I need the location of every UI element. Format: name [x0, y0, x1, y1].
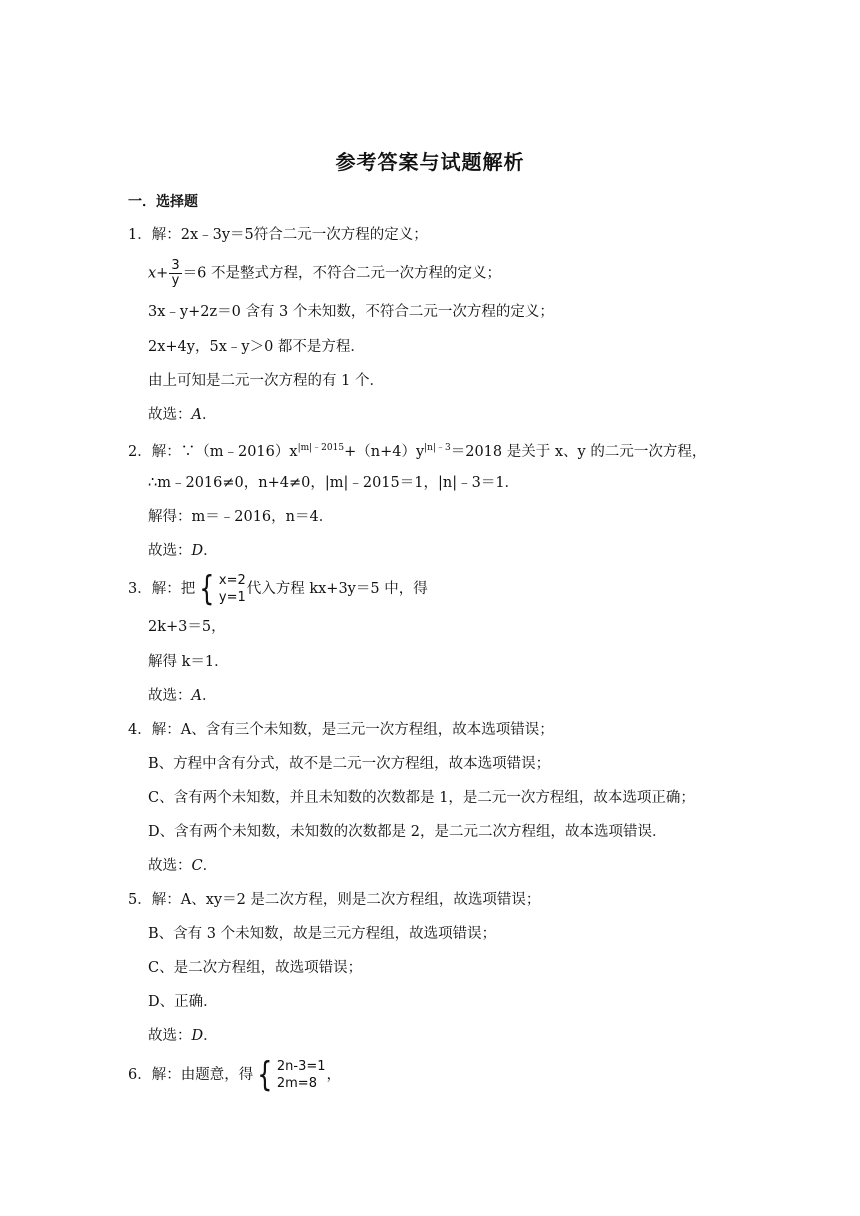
q5-line-1: 5．解：A、xy＝2 是二次方程，则是二次方程组，故选项错误；: [128, 892, 541, 908]
q2-line-1: 2．解：$\because(m﹣2016)x^{|m|﹣2015}+(n+4)y^{|n|﹣3}=2018$ 是关于 x、y 的二元一次方程，: [128, 443, 707, 460]
q3-line-1: 3．解：把 { x=2 y=1 代入方程 kx+3y＝5 中，得: [128, 569, 428, 609]
q2-line-2: ∴m﹣2016≠0，n+4≠0，|m|﹣2015＝1，|n|﹣3＝1．: [148, 475, 520, 491]
q5-option-d: D、正确．: [148, 994, 218, 1010]
q4-line-1: 4．解：A、含有三个未知数，是三元一次方程组，故本选项错误；: [128, 722, 554, 738]
q1-line-5: 由上可知是二元一次方程的有 1 个．: [148, 373, 384, 389]
q4-option-b: B、方程中含有分式，故不是二元一次方程组，故本选项错误；: [148, 756, 551, 772]
equation-system: { 2n-3=1 2m=8: [257, 1055, 326, 1095]
q1-line-1: 1．解：2x﹣3y＝5符合二元一次方程的定义；: [128, 227, 428, 243]
q1-line-4: 2x+4y，5x﹣y＞0 都不是方程．: [148, 339, 365, 355]
section-heading: 一．选择题: [128, 194, 198, 210]
q5-answer: 故选：D．: [148, 1028, 218, 1044]
q4-option-c: C、含有两个未知数，并且未知数的次数都是 1，是二元一次方程组，故本选项正确；: [148, 790, 695, 806]
q1-line-2: x+ $\frac{3}{y}$ ＝6 不是整式方程，不符合二元一次方程的定义；: [148, 258, 501, 288]
q4-answer: 故选：C．: [148, 858, 218, 874]
q6-line-1: 6．解：由题意，得 { 2n-3=1 2m=8 ，: [128, 1055, 342, 1095]
page-title: 参考答案与试题解析: [335, 150, 525, 174]
q5-option-c: C、是二次方程组，故选项错误；: [148, 960, 363, 976]
q4-option-d: D、含有两个未知数，未知数的次数都是 2，是二元二次方程组，故本选项错误．: [148, 824, 667, 840]
equation-system: { x=2 y=1: [199, 569, 246, 609]
q5-option-b: B、含有 3 个未知数，故是三元方程组，故选项错误；: [148, 926, 497, 942]
q3-line-3: 解得 k＝1．: [148, 654, 229, 670]
q1-equation: 2x﹣3y＝5: [180, 227, 254, 243]
q3-line-2: 2k+3＝5，: [148, 619, 226, 635]
q1-line-3: 3x﹣y+2z＝0 含有 3 个未知数，不符合二元一次方程的定义；: [148, 304, 554, 320]
fraction: $\frac{3}{y}$: [171, 258, 180, 288]
q2-answer: 故选：D．: [148, 543, 218, 559]
q3-answer: 故选：A．: [148, 688, 217, 704]
q1-answer: 故选：A．: [148, 407, 217, 423]
q2-line-3: 解得：m＝﹣2016，n＝4．: [148, 509, 334, 525]
